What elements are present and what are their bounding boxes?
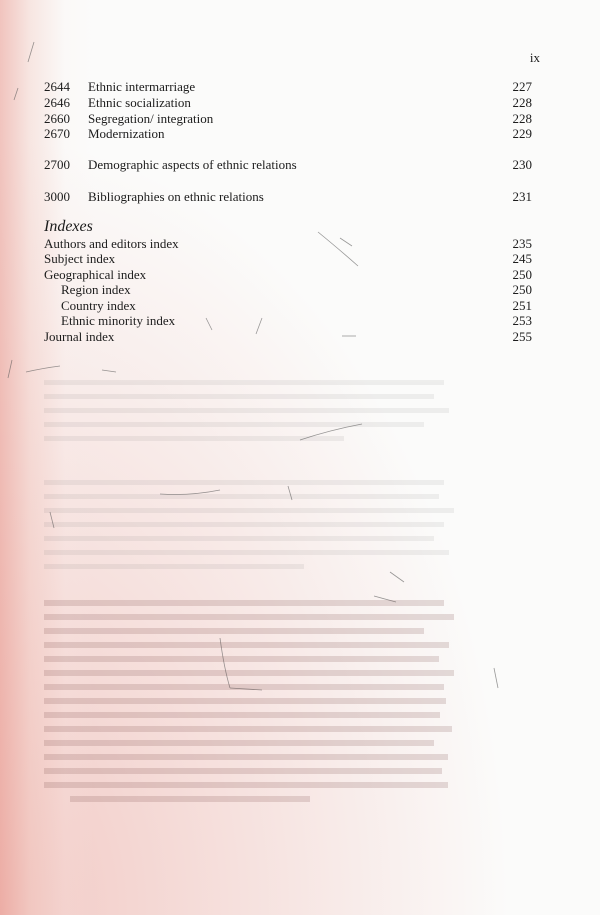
entry-code: 3000 [44,189,70,204]
index-subentry [61,313,532,329]
entry-title: Segregation/ integration [88,111,214,126]
page-number: ix [529,50,540,65]
index-page: 235 [512,236,532,251]
index-entry [44,329,532,345]
index-page: 255 [512,329,532,344]
index-page: 245 [512,251,532,266]
index-title: Geographical index [44,267,147,282]
toc-entry [44,111,532,127]
entry-page: 227 [512,79,532,94]
entry-code: 2660 [44,111,70,126]
index-title: Subject index [44,251,116,266]
entry-code: 2670 [44,126,70,141]
index-title: Journal index [44,329,115,344]
index-entry [44,236,532,252]
entry-page: 229 [512,126,532,141]
entry-title: Modernization [88,126,165,141]
indexes-heading: Indexes [44,218,93,235]
entry-title: Ethnic intermarriage [88,79,196,94]
index-title: Country index [61,298,136,313]
toc-entry [44,157,532,173]
toc-entry [44,189,532,205]
entry-title: Bibliographies on ethnic relations [88,189,264,204]
entry-code: 2646 [44,95,70,110]
entry-title: Demographic aspects of ethnic relations [88,157,297,172]
index-subentry [61,282,532,298]
index-page: 251 [512,298,532,313]
index-page: 250 [512,282,532,297]
entry-code: 2700 [44,157,70,172]
index-title: Ethnic minority index [61,313,176,328]
entry-title: Ethnic socialization [88,95,191,110]
index-title: Region index [61,282,131,297]
index-subentry [61,298,532,314]
index-page: 250 [512,267,532,282]
toc-entry [44,95,532,111]
index-page: 253 [512,313,532,328]
toc-entry [44,79,532,95]
entry-page: 228 [512,95,532,110]
toc-entry [44,126,532,142]
index-entry [44,267,532,283]
index-title: Authors and editors index [44,236,179,251]
entry-page: 230 [512,157,532,172]
entry-page: 231 [512,189,532,204]
index-entry [44,251,532,267]
bleed-through-text [44,600,454,802]
entry-code: 2644 [44,79,70,94]
entry-page: 228 [512,111,532,126]
